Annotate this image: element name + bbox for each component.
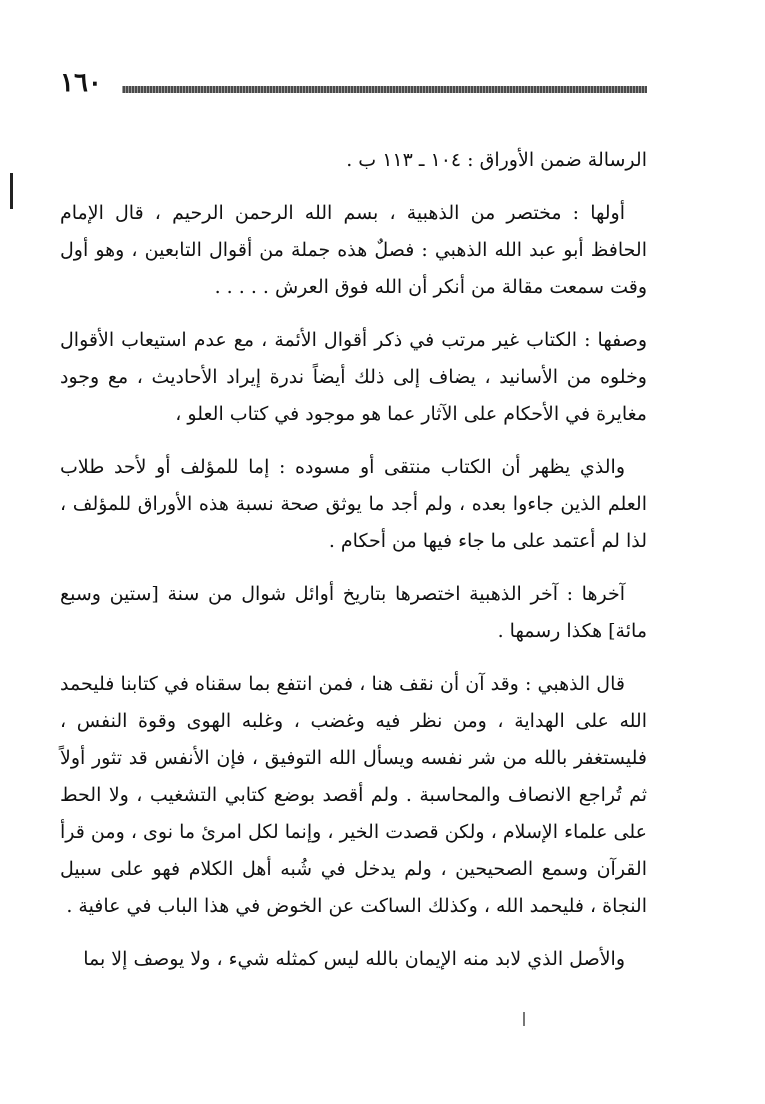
paragraph-principle: والأصل الذي لابد منه الإيمان بالله ليس كمثله شيء ، ولا يوصف إلا بما xyxy=(83,948,625,970)
page-header xyxy=(60,64,647,104)
paragraph-beginning: أولها : مختصر من الذهبية ، بسم الله الرحمن الرحيم ، قال الإمام الحافظ أبو عبد الله الذهبي : فصلٌ هذه جملة من أقوال التابعين ، وهو أول وقت سمعت مقالة من أنكر أن الله فوق العرش . . . . . xyxy=(60,202,647,298)
paragraph-source: الرسالة ضمن الأوراق : ١٠٤ ـ ١١٣ ب . xyxy=(346,149,647,171)
paragraph-quote: قال الذهبي : وقد آن أن نقف هنا ، فمن انتفع بما سقناه في كتابنا فليحمد الله على الهداية ، ومن نظر فيه وغضب ، وغلبه الهوى وقوة النفس ، فليستغفر بالله من شر نفسه ويسأل الله التوفيق ، فإن الأنفس قد تثور أولاً ثم تُراجع الانصاف والمحاسبة . ولم أقصد بوضع كتابي التشغيب ، ولا الحط على علماء الإسلام ، ولكن قصدت الخير ، وإنما لكل امرئ ما نوى ، ومن قرأ القرآن وسمع الصحيحين ، ولم يدخل في شُبه أهل الكلام فهو على سبيل النجاة ، فليحمد الله ، وكذلك الساكت عن الخوض في هذا الباب في عافية . xyxy=(60,673,647,917)
paragraph-description: وصفها : الكتاب غير مرتب في ذكر أقوال الأئمة ، مع عدم استيعاب الأقوال وخلوه من الأسانيد ، يضاف إلى ذلك أيضاً ندرة إيراد الأحاديث ، مع وجود مغايرة في الأحكام على الآثار عما هو موجود في كتاب العلو ، xyxy=(60,329,647,425)
paragraph-ending: آخرها : آخر الذهبية اختصرها بتاريخ أوائل شوال من سنة [ستين وسبع مائة] هكذا رسمها . xyxy=(60,583,647,642)
paragraph-assessment: والذي يظهر أن الكتاب منتقى أو مسوده : إما للمؤلف أو لأحد طلاب العلم الذين جاءوا بعده ، ولم أجد ما يوثق صحة نسبة هذه الأوراق للمؤلف ، لذا لم أعتمد على ما جاء فيها من أحكام . xyxy=(60,456,647,552)
header-rule xyxy=(122,86,647,93)
body-text xyxy=(60,142,647,994)
page-number: ١٦٠ xyxy=(60,68,102,98)
margin-tick xyxy=(523,1012,525,1026)
margin-mark xyxy=(10,173,13,209)
